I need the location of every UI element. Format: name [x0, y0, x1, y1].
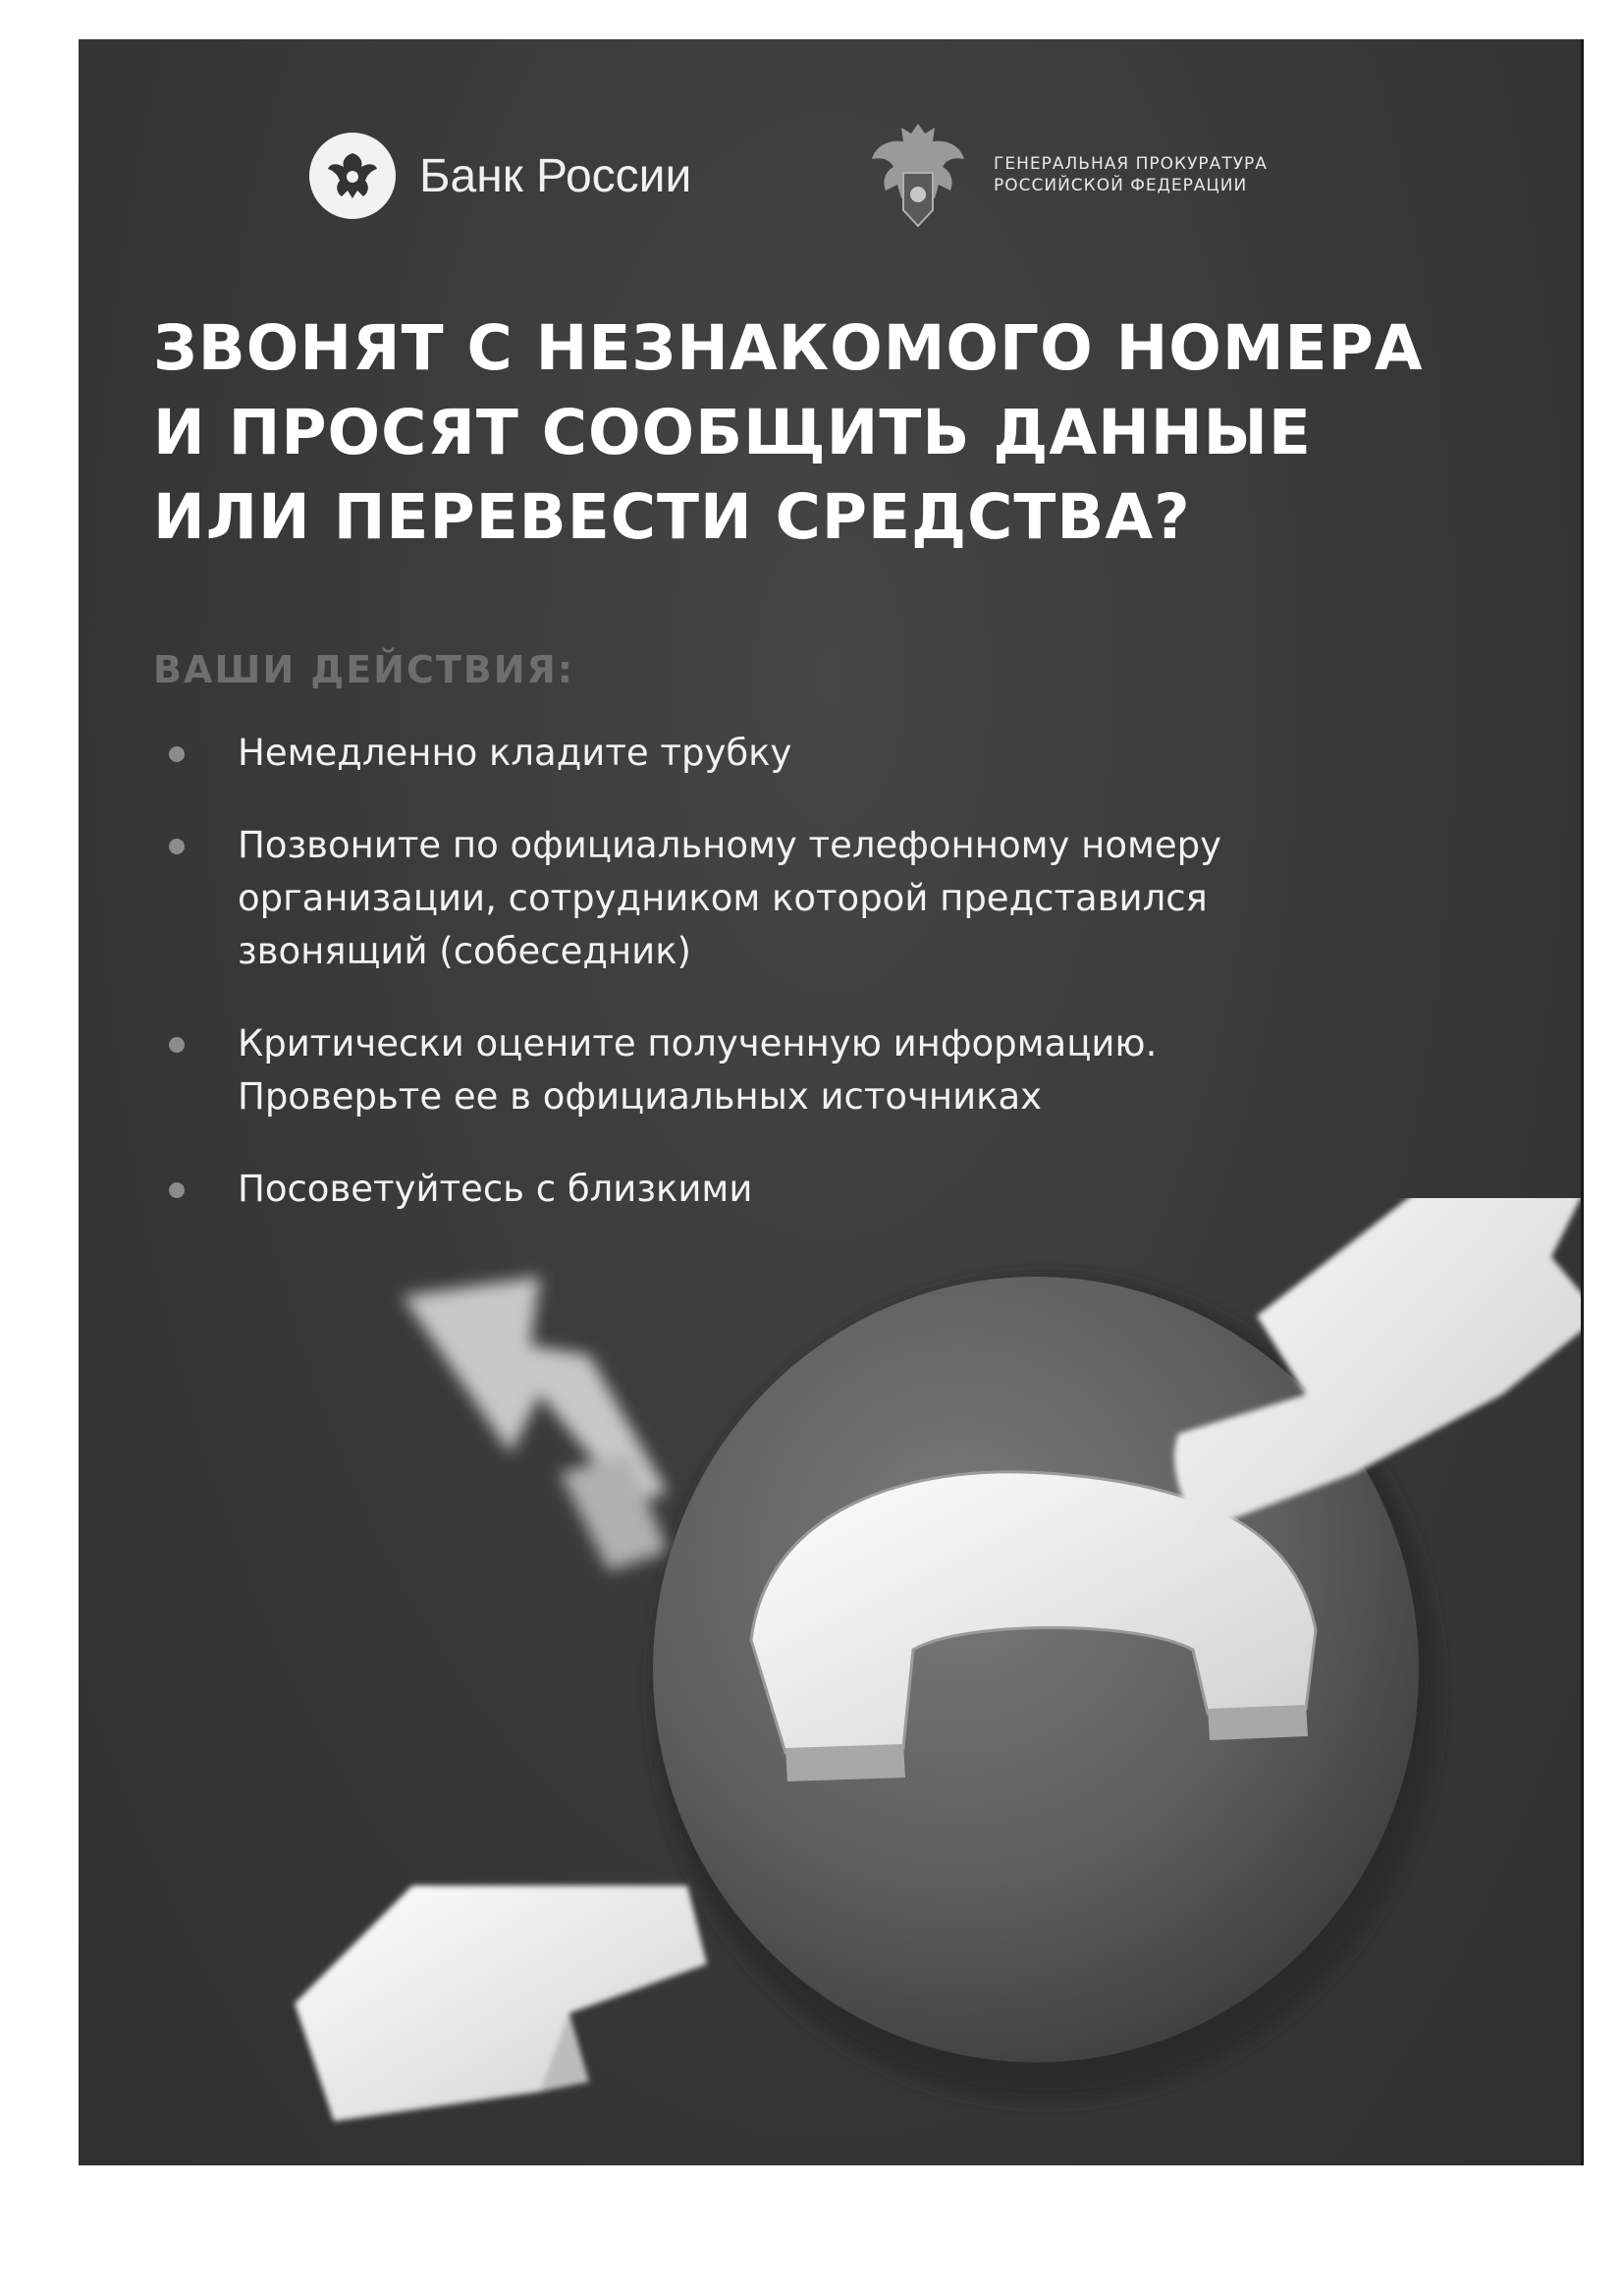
list-item: [153, 819, 1528, 978]
bank-emblem-icon: [309, 133, 396, 219]
action-text: Критически оцените полученную информацию. Проверьте ее в официальных источниках: [238, 1022, 1158, 1118]
action-text: Позвоните по официальному телефонному номеру организации, сотрудником которой представился звонящий (собеседник): [238, 824, 1222, 972]
logos-row: [79, 98, 1581, 246]
list-item: [153, 1017, 1528, 1123]
bank-name: Банк России: [419, 149, 692, 202]
actions-heading: ВАШИ ДЕЙСТВИЯ:: [153, 648, 574, 691]
state-crest-icon: [864, 116, 972, 234]
action-text: Немедленно кладите трубку: [238, 732, 792, 774]
headline-line: ЗВОНЯТ С НЕЗНАКОМОГО НОМЕРА: [153, 312, 1424, 384]
actions-list: [153, 727, 1528, 1255]
prosecutor-general-logo: [864, 116, 1268, 234]
headline-line: И ПРОСЯТ СООБЩИТЬ ДАННЫЕ: [153, 397, 1312, 468]
bullet-icon: [169, 746, 185, 762]
bank-of-russia-logo: [309, 133, 691, 219]
prosecutor-name-line2: РОССИЙСКОЙ ФЕДЕРАЦИИ: [994, 176, 1248, 195]
bullet-icon: [169, 1037, 185, 1053]
phone-illustration: [79, 1198, 1581, 2165]
prosecutor-name-line1: ГЕНЕРАЛЬНАЯ ПРОКУРАТУРА: [994, 154, 1268, 174]
action-text: Посоветуйтесь с близкими: [238, 1168, 753, 1210]
headline: [153, 306, 1528, 560]
poster: [79, 39, 1584, 2165]
blurred-lightning-bolt-icon: [403, 1277, 668, 1571]
bullet-icon: [169, 1182, 185, 1198]
headline-line: ИЛИ ПЕРЕВЕСТИ СРЕДСТВА?: [153, 481, 1191, 553]
lightning-bolt-icon: [295, 1886, 707, 2121]
list-item: [153, 727, 1528, 780]
bullet-icon: [169, 839, 185, 854]
